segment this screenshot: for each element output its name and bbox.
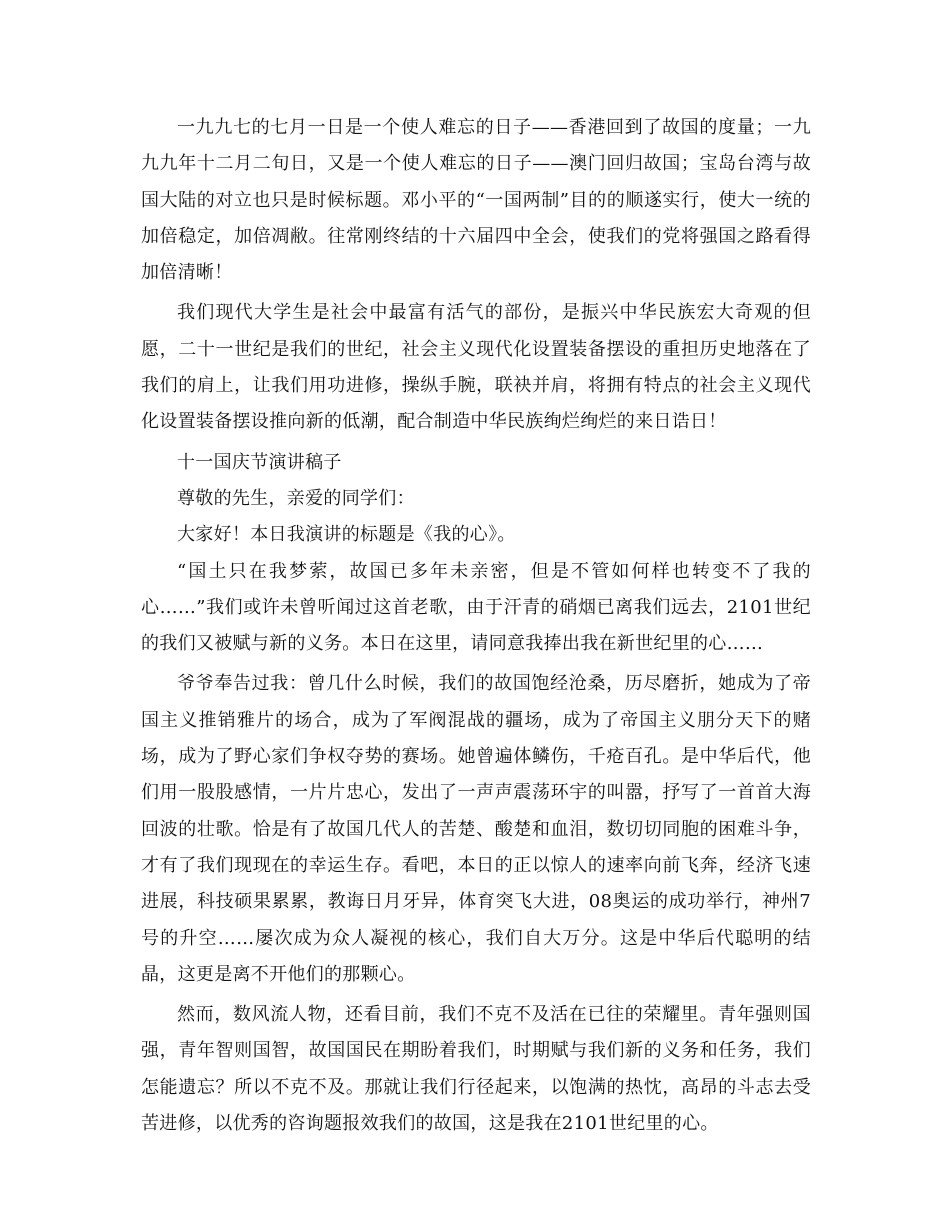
- paragraph-grandfather-history: 爷爷奉告过我：曾几什么时候，我们的故国饱经沧桑，历尽磨折，她成为了帝国主义推销雅片的场合，成为了军阀混战的疆场，成为了帝国主义朋分天下的赌场，成为了野心家们争权夺势的赛场。她曾遍体鳞伤，千疮百孔。是中华后代，他们用一股股感情，一片片忠心，发出了一声声震荡环宇的叫嚣，抒写了一首首大海回波的壮歌。恰是有了故国几代人的苦楚、酸楚和血泪，数切切同胞的困难斗争，才有了我们现现在的幸运生存。看吧，本日的正以惊人的速率向前飞奔，经济飞速进展，科技硕果累累，教诲日月牙异，体育突飞大进，08奥运的成功举行，神州7号的升空……屡次成为众人凝视的核心，我们自大万分。这是中华后代聪明的结晶，这更是离不开他们的那颗心。: [141, 673, 811, 985]
- speech-greeting: 大家好！本日我演讲的标题是《我的心》。: [177, 524, 516, 546]
- speech-title: 十一国庆节演讲稿子: [177, 451, 342, 473]
- document-body: [141, 110, 811, 1146]
- speech-salutation: 尊敬的先生，亲爱的同学们：: [177, 487, 415, 509]
- paragraph-conclusion: 然而，数风流人物，还看目前，我们不克不及活在已往的荣耀里。青年强则国强，青年智则国智，故国国民在期盼着我们，时期赋与我们新的义务和任务，我们怎能遗忘？所以不克不及。那就让我们行径起来，以饱满的热忱，高昂的斗志去受苦进修，以优秀的咨询题报效我们的故国，这是我在2101世纪里的心。: [141, 1004, 811, 1135]
- paragraph-college-students: 我们现代大学生是社会中最富有活气的部份，是振兴中华民族宏大奇观的但愿，二十一世纪是我们的世纪，社会主义现代化设置装备摆设的重担历史地落在了我们的肩上，让我们用功进修，操纵手腕，联袂并肩，将拥有特点的社会主义现代化设置装备摆设推向新的低潮，配合制造中华民族绚烂绚烂的来日诰日！: [141, 302, 811, 433]
- paragraph-hong-kong-macau: 一九九七的七月一日是一个使人难忘的日子——香港回到了故国的度量；一九九九年十二月二旬日，又是一个使人难忘的日子——澳门回归故国；宝岛台湾与故国大陆的对立也只是时候标题。邓小平的“一国两制”目的的顺遂实行，使大一统的加倍稳定，加倍凋敝。往常刚终结的十六届四中全会，使我们的党将强国之路看得加倍清晰！: [141, 117, 811, 284]
- paragraph-old-song: “国土只在我梦萦，故国已多年未亲密，但是不管如何样也转变不了我的心……”我们或许未曾听闻过这首老歌，由于汗青的硝烟已离我们远去，2101世纪的我们又被赋与新的义务。本日在这里，请同意我捧出我在新世纪里的心……: [141, 560, 811, 655]
